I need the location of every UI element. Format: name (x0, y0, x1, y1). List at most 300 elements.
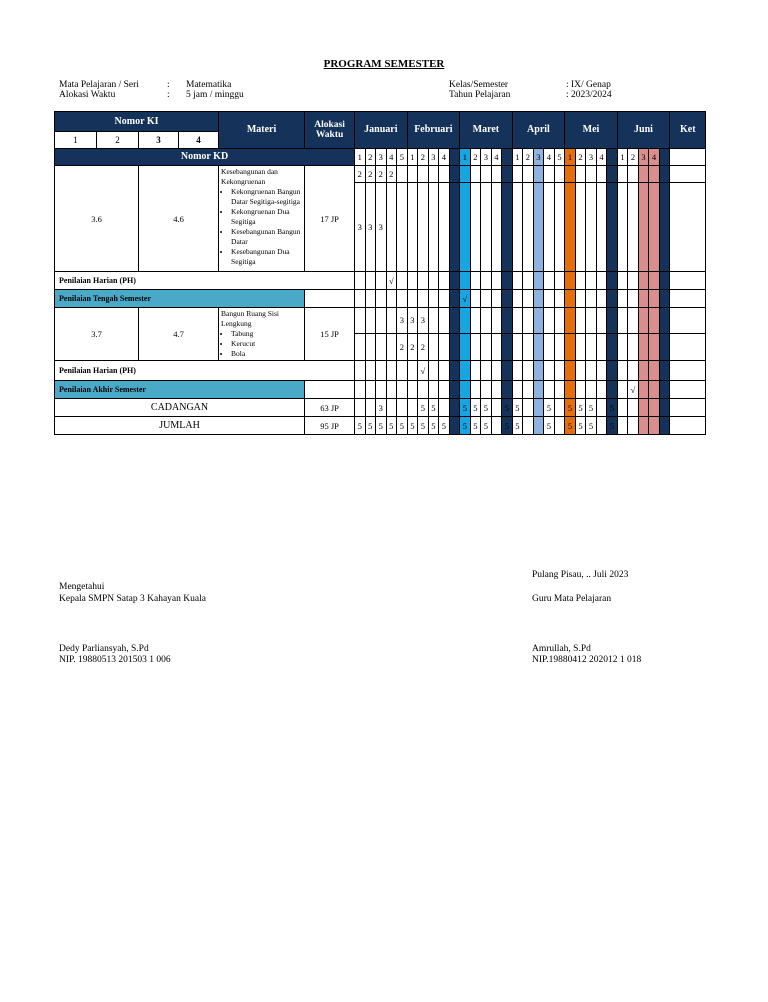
week-cell (607, 381, 618, 399)
materi-block1-item: • Kesebangunan Dua Segitiga (231, 247, 302, 267)
materi-header: Materi (219, 112, 305, 149)
week-cell (439, 166, 450, 183)
week-cell (512, 272, 523, 290)
week-cell (596, 417, 607, 435)
teacher-nip: NIP.19880412 202012 1 018 (532, 655, 642, 665)
week-cell (376, 333, 387, 360)
week-cell (502, 381, 513, 399)
week-cell (533, 183, 544, 272)
week-cell (659, 333, 670, 360)
week-cell (502, 290, 513, 308)
week-cell (449, 399, 460, 417)
week-cell (554, 361, 565, 381)
week-cell (596, 333, 607, 360)
week-cell (596, 308, 607, 334)
week-number: 2 (575, 149, 586, 166)
ki-col-1: 1 (55, 132, 97, 149)
week-cell (470, 166, 481, 183)
week-number: 1 (460, 149, 471, 166)
week-cell (659, 417, 670, 435)
week-cell (460, 272, 471, 290)
week-cell (586, 166, 597, 183)
week-cell (365, 308, 376, 334)
month-maret: Maret (460, 112, 513, 149)
week-cell (491, 399, 502, 417)
week-cell: 5 (512, 417, 523, 435)
penilaian-tengah-semester: Penilaian Tengah Semester (55, 290, 305, 308)
week-cell (481, 333, 492, 360)
ket-cell (670, 272, 706, 290)
week-cell (533, 308, 544, 334)
week-cell (533, 381, 544, 399)
month-mei: Mei (565, 112, 618, 149)
jumlah-alokasi: 95 JP (305, 417, 355, 435)
week-cell (596, 166, 607, 183)
week-cell: 5 (544, 399, 555, 417)
week-cell (407, 381, 418, 399)
week-cell (523, 308, 534, 334)
ket-cell (670, 399, 706, 417)
week-number (502, 149, 513, 166)
mengetahui-label: Mengetahui (59, 582, 105, 592)
week-cell (418, 381, 429, 399)
week-cell: 5 (544, 417, 555, 435)
week-cell: 3 (376, 183, 387, 272)
week-cell (376, 361, 387, 381)
week-cell (586, 381, 597, 399)
week-cell (596, 399, 607, 417)
week-cell (365, 290, 376, 308)
week-cell (397, 381, 408, 399)
week-number: 1 (512, 149, 523, 166)
ket-cell (670, 417, 706, 435)
week-cell (512, 381, 523, 399)
page-title: PROGRAM SEMESTER (323, 58, 445, 70)
week-cell (355, 333, 366, 360)
week-cell (565, 272, 576, 290)
week-cell (386, 308, 397, 334)
week-cell (355, 361, 366, 381)
week-cell: 2 (407, 333, 418, 360)
materi-block2-item: • Tabung (231, 329, 302, 339)
week-cell (439, 381, 450, 399)
week-cell (428, 361, 439, 381)
week-cell: 5 (575, 399, 586, 417)
week-cell (428, 166, 439, 183)
week-cell (523, 290, 534, 308)
week-cell (638, 290, 649, 308)
week-cell (407, 361, 418, 381)
week-number: 3 (533, 149, 544, 166)
week-cell: 5 (481, 417, 492, 435)
week-cell (565, 166, 576, 183)
week-cell (397, 361, 408, 381)
ket-header: Ket (670, 112, 706, 149)
week-cell: 5 (460, 399, 471, 417)
week-cell (586, 361, 597, 381)
week-cell (586, 290, 597, 308)
week-cell (533, 417, 544, 435)
week-cell (460, 333, 471, 360)
week-number: 5 (397, 149, 408, 166)
week-number: 1 (617, 149, 628, 166)
week-cell (449, 166, 460, 183)
ket-cell (670, 381, 706, 399)
week-cell: 5 (502, 417, 513, 435)
week-cell: 3 (418, 308, 429, 334)
week-cell (544, 183, 555, 272)
week-number: 4 (439, 149, 450, 166)
week-cell (607, 272, 618, 290)
week-cell (554, 333, 565, 360)
week-cell (512, 166, 523, 183)
week-cell (586, 308, 597, 334)
week-cell (481, 166, 492, 183)
week-number: 4 (544, 149, 555, 166)
week-cell: 2 (418, 333, 429, 360)
week-cell (628, 333, 639, 360)
week-cell (628, 361, 639, 381)
week-cell: 5 (502, 399, 513, 417)
week-cell (449, 290, 460, 308)
kd4-4.7: 4.7 (139, 308, 219, 361)
week-cell (502, 183, 513, 272)
week-cell (554, 308, 565, 334)
week-cell (470, 361, 481, 381)
week-cell (470, 272, 481, 290)
week-cell (491, 333, 502, 360)
week-cell (628, 272, 639, 290)
week-cell (386, 361, 397, 381)
week-number: 2 (418, 149, 429, 166)
week-cell (617, 417, 628, 435)
week-cell (575, 308, 586, 334)
week-number: 2 (470, 149, 481, 166)
week-cell (649, 381, 660, 399)
week-cell: √ (628, 381, 639, 399)
week-cell (638, 381, 649, 399)
week-cell (376, 381, 387, 399)
week-cell (575, 333, 586, 360)
week-cell (628, 290, 639, 308)
week-cell (554, 166, 565, 183)
week-cell (502, 361, 513, 381)
week-cell (428, 183, 439, 272)
info-subject-sep: : (167, 80, 170, 90)
week-cell (365, 361, 376, 381)
week-cell (365, 333, 376, 360)
week-cell (449, 308, 460, 334)
week-cell (523, 381, 534, 399)
week-cell (565, 361, 576, 381)
week-cell: 2 (376, 166, 387, 183)
week-cell (544, 290, 555, 308)
week-cell (575, 361, 586, 381)
week-number: 3 (428, 149, 439, 166)
week-cell (460, 381, 471, 399)
week-cell (376, 308, 387, 334)
place-date: Pulang Pisau, .. Juli 2023 (532, 570, 629, 580)
kd3-3.6: 3.6 (55, 166, 139, 272)
principal-role: Kepala SMPN Satap 3 Kahayan Kuala (59, 594, 206, 604)
info-time-label: Alokasi Waktu (59, 90, 116, 100)
week-cell (397, 183, 408, 272)
week-cell (407, 290, 418, 308)
week-cell: 5 (397, 417, 408, 435)
teacher-role: Guru Mata Pelajaran (532, 594, 612, 604)
week-cell (481, 183, 492, 272)
week-cell (376, 272, 387, 290)
week-cell: 5 (460, 417, 471, 435)
week-cell (386, 290, 397, 308)
week-cell (365, 381, 376, 399)
penilaian-harian-2: Penilaian Harian (PH) (55, 361, 355, 381)
week-cell (638, 399, 649, 417)
week-cell: 5 (607, 417, 618, 435)
week-cell (428, 272, 439, 290)
week-number: 5 (554, 149, 565, 166)
week-cell: 5 (586, 399, 597, 417)
week-cell (617, 290, 628, 308)
week-cell (617, 399, 628, 417)
week-cell (470, 308, 481, 334)
week-cell (586, 272, 597, 290)
week-cell (439, 183, 450, 272)
week-cell (638, 183, 649, 272)
week-cell (397, 166, 408, 183)
week-cell: 5 (565, 399, 576, 417)
week-cell (365, 399, 376, 417)
alokasi-block2: 15 JP (305, 308, 355, 361)
cadangan-alokasi: 63 JP (305, 399, 355, 417)
week-number: 3 (586, 149, 597, 166)
week-cell (386, 381, 397, 399)
week-cell (523, 361, 534, 381)
week-cell (544, 333, 555, 360)
week-cell (386, 399, 397, 417)
week-cell (533, 166, 544, 183)
week-cell (449, 361, 460, 381)
week-cell (607, 290, 618, 308)
week-cell: 5 (607, 399, 618, 417)
week-cell: 2 (386, 166, 397, 183)
week-cell (533, 290, 544, 308)
week-cell (659, 183, 670, 272)
week-cell (523, 166, 534, 183)
week-cell: 5 (565, 417, 576, 435)
week-cell (523, 417, 534, 435)
week-cell (460, 308, 471, 334)
week-cell (491, 308, 502, 334)
week-number: 3 (376, 149, 387, 166)
week-cell (439, 272, 450, 290)
week-cell (544, 361, 555, 381)
week-cell (397, 272, 408, 290)
week-cell (659, 399, 670, 417)
week-cell (554, 272, 565, 290)
week-cell: 5 (586, 417, 597, 435)
week-cell (586, 183, 597, 272)
week-cell (407, 272, 418, 290)
week-cell (439, 308, 450, 334)
week-cell (649, 361, 660, 381)
week-cell (355, 399, 366, 417)
week-cell (554, 417, 565, 435)
penilaian-harian-1: Penilaian Harian (PH) (55, 272, 355, 290)
week-cell (418, 272, 429, 290)
week-cell (533, 361, 544, 381)
week-cell (649, 183, 660, 272)
week-cell (523, 272, 534, 290)
week-cell (481, 272, 492, 290)
month-april: April (512, 112, 565, 149)
week-cell: 5 (418, 417, 429, 435)
week-cell (628, 166, 639, 183)
week-cell (575, 290, 586, 308)
alokasi-block1: 17 JP (305, 166, 355, 272)
week-cell (596, 183, 607, 272)
week-cell (376, 290, 387, 308)
week-cell (659, 361, 670, 381)
week-cell (533, 333, 544, 360)
materi-block1 (219, 166, 305, 272)
week-cell (638, 333, 649, 360)
materi-block1-item: • Kesebangunan Bangun Datar (231, 227, 302, 247)
week-cell (491, 361, 502, 381)
week-cell (470, 333, 481, 360)
week-number: 1 (355, 149, 366, 166)
week-number: 1 (407, 149, 418, 166)
week-cell (439, 290, 450, 308)
week-cell (418, 290, 429, 308)
week-cell (596, 272, 607, 290)
week-cell (502, 272, 513, 290)
week-cell: 2 (355, 166, 366, 183)
week-cell: 5 (575, 417, 586, 435)
week-cell (628, 183, 639, 272)
week-cell: 3 (397, 308, 408, 334)
principal-nip: NIP. 19880513 201503 1 006 (59, 655, 171, 665)
week-cell (554, 290, 565, 308)
week-number: 1 (565, 149, 576, 166)
week-cell (638, 417, 649, 435)
week-cell: 5 (407, 417, 418, 435)
month-januari: Januari (355, 112, 408, 149)
week-number (449, 149, 460, 166)
week-number: 2 (365, 149, 376, 166)
week-cell (607, 308, 618, 334)
alokasi-header: Alokasi Waktu (305, 112, 355, 149)
week-cell: 5 (428, 399, 439, 417)
week-cell (554, 381, 565, 399)
week-cell (418, 166, 429, 183)
week-cell (449, 417, 460, 435)
materi-block2-item: • Bola (231, 349, 302, 359)
week-cell (659, 166, 670, 183)
week-cell (617, 183, 628, 272)
info-class-value: : IX/ Genap (566, 80, 611, 90)
week-cell (554, 183, 565, 272)
week-cell (649, 417, 660, 435)
kd3-3.7: 3.7 (55, 308, 139, 361)
week-cell (649, 290, 660, 308)
ket-cell (670, 290, 706, 308)
week-cell (617, 308, 628, 334)
info-subject-label: Mata Pelajaran / Seri (59, 80, 139, 90)
week-cell: 3 (376, 399, 387, 417)
week-cell (617, 272, 628, 290)
week-cell (575, 166, 586, 183)
month-juni: Juni (617, 112, 670, 149)
week-number: 4 (491, 149, 502, 166)
week-cell (481, 361, 492, 381)
week-cell (565, 381, 576, 399)
week-cell (659, 308, 670, 334)
week-cell (418, 183, 429, 272)
week-cell (428, 333, 439, 360)
week-cell: 3 (355, 183, 366, 272)
week-cell (512, 290, 523, 308)
week-cell (481, 381, 492, 399)
materi-block1-item: • Kekongruenan Bangun Datar Segitiga-segitiga (231, 187, 302, 207)
week-cell (659, 272, 670, 290)
week-cell (533, 399, 544, 417)
week-cell (512, 308, 523, 334)
week-cell (460, 183, 471, 272)
week-cell (544, 272, 555, 290)
week-cell (449, 272, 460, 290)
week-number: 4 (386, 149, 397, 166)
week-number: 3 (638, 149, 649, 166)
week-cell: 5 (439, 417, 450, 435)
week-cell: 5 (386, 417, 397, 435)
week-cell (523, 399, 534, 417)
week-cell (355, 381, 366, 399)
week-cell (649, 399, 660, 417)
week-cell (502, 333, 513, 360)
week-cell (565, 183, 576, 272)
week-cell (596, 361, 607, 381)
materi-block2-title: Bangun Ruang Sisi Lengkung (221, 309, 279, 328)
week-cell (544, 308, 555, 334)
pas-alokasi (305, 381, 355, 399)
week-cell (439, 333, 450, 360)
week-cell (617, 381, 628, 399)
week-cell (491, 166, 502, 183)
week-cell (649, 272, 660, 290)
week-cell (491, 381, 502, 399)
info-year-value: : 2023/2024 (566, 90, 612, 100)
cadangan-label: CADANGAN (55, 399, 305, 417)
week-cell (470, 290, 481, 308)
ket-cell (670, 149, 706, 166)
week-cell (649, 166, 660, 183)
week-cell (544, 166, 555, 183)
week-number (607, 149, 618, 166)
pts-alokasi (305, 290, 355, 308)
week-cell (449, 333, 460, 360)
week-cell: 5 (470, 417, 481, 435)
week-cell (638, 166, 649, 183)
week-cell (512, 361, 523, 381)
week-cell (470, 381, 481, 399)
week-cell (428, 381, 439, 399)
materi-block2 (219, 308, 305, 361)
week-cell (638, 361, 649, 381)
week-cell (407, 399, 418, 417)
week-cell: 5 (481, 399, 492, 417)
week-cell: √ (460, 290, 471, 308)
